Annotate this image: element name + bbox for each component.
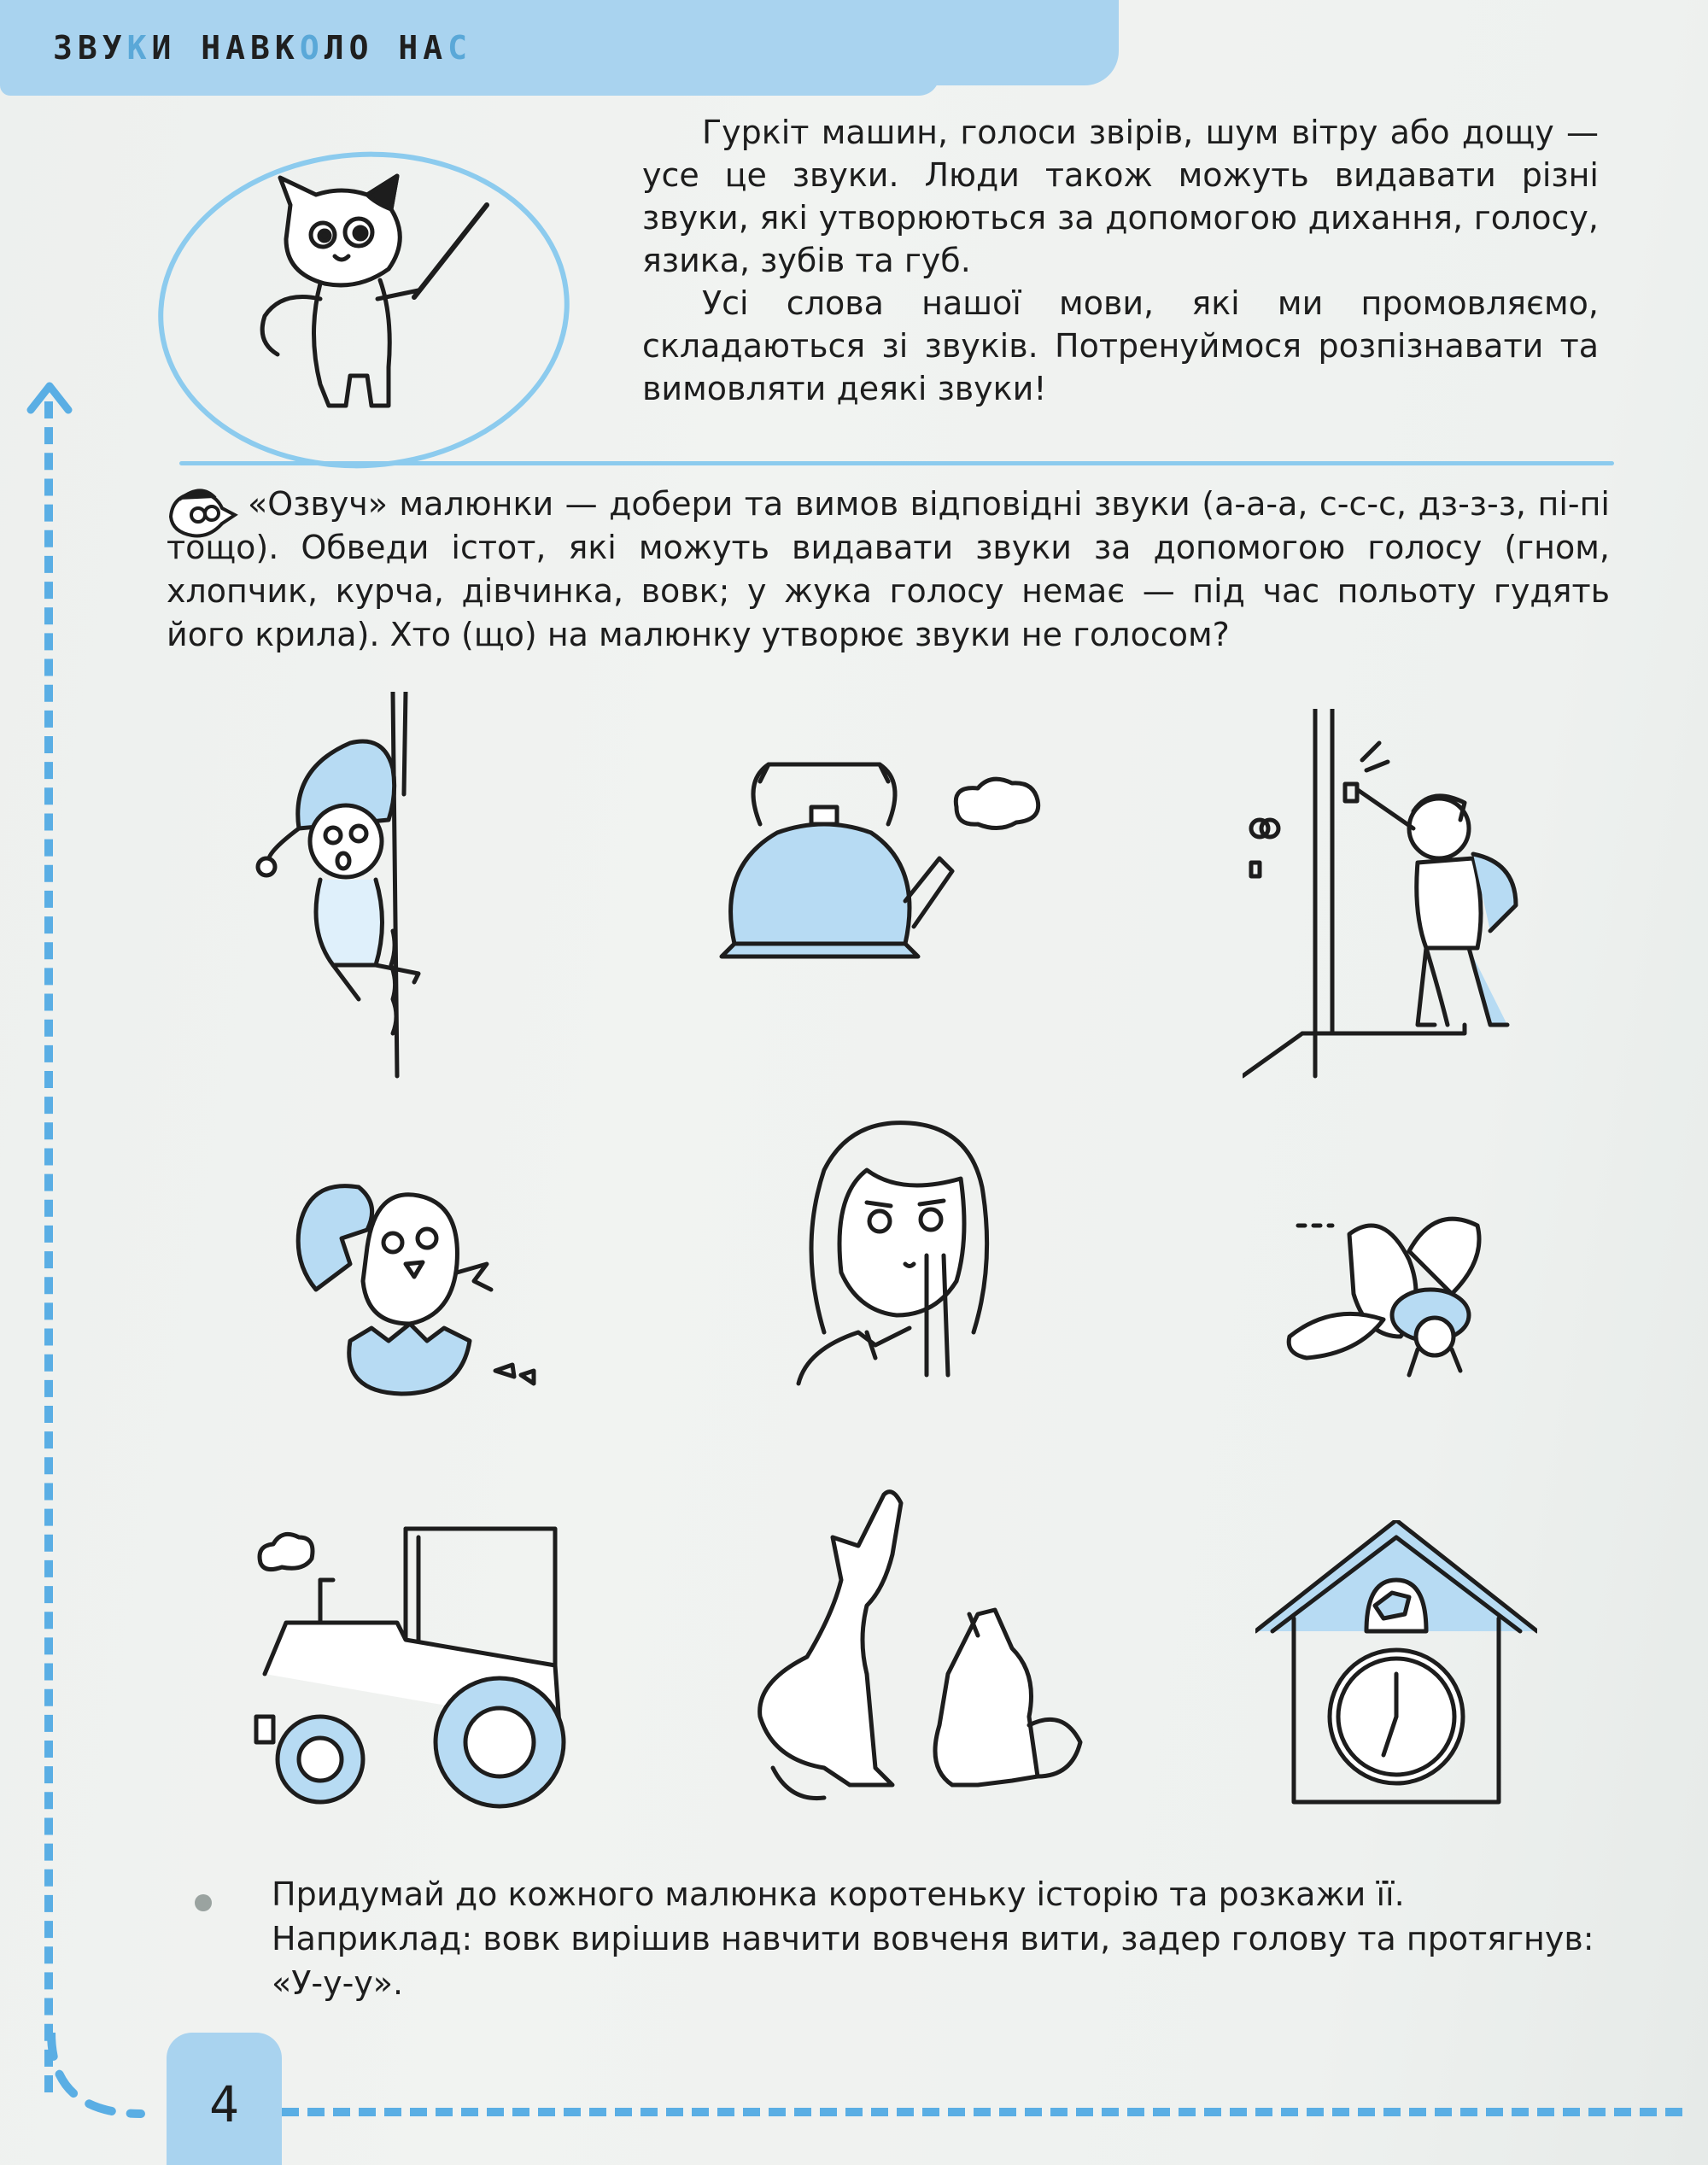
bullet-dot bbox=[195, 1894, 212, 1911]
boy-doorbell-icon bbox=[1243, 709, 1541, 1085]
intro-paragraph-2: Усі слова нашої мови, які ми промовляємо, складаються зі звуків. Потренуймося розпізнавати та вимовляти деякі звуки! bbox=[642, 284, 1599, 407]
arrow-up-icon bbox=[24, 376, 75, 418]
wolves-icon bbox=[756, 1486, 1123, 1819]
page-number: 4 bbox=[209, 2075, 239, 2133]
girl-shushing-picture[interactable] bbox=[790, 1119, 1012, 1392]
dashed-border-corner bbox=[47, 2033, 149, 2127]
task-instruction: «Озвуч» малюнки — добери та вимов відповідні звуки (а-а-а, с-с-с, дз-з-з, пі-пі тощо). Обведи істот, які можуть видавати звуки за допомогою голосу (гном, хлопчик, курча, дівчинка, вовк; у жука голосу немає — під час польоту гудять його крила). Хто (що) на малюнку утворює звуки не голосом? bbox=[167, 485, 1610, 653]
cuckoo-clock-picture[interactable] bbox=[1255, 1520, 1537, 1811]
kettle-picture[interactable] bbox=[709, 747, 1050, 969]
dashed-border-bottom bbox=[282, 2108, 1682, 2116]
beetle-icon bbox=[1281, 1208, 1529, 1379]
cuckoo-clock-icon bbox=[1255, 1520, 1537, 1811]
tractor-icon bbox=[252, 1512, 585, 1815]
chick-icon bbox=[290, 1170, 555, 1401]
section-divider bbox=[179, 461, 1614, 465]
dashed-border-left bbox=[44, 401, 53, 2092]
story-instruction: Придумай до кожного малюнка коротеньку історію та розкажи її. Наприклад: вовк вирішив навчити вовченя вити, задер голову та протягнув: «У-у-у». bbox=[272, 1875, 1594, 2002]
kettle-icon bbox=[709, 747, 1050, 969]
intro-text bbox=[642, 111, 1599, 410]
intro-paragraph-1: Гуркіт машин, голоси звірів, шум вітру або дощу — усе це звуки. Люди також можуть видавати різні звуки, які утворюються за допомогою дихання, голосу, язика, зубів та губ. bbox=[642, 114, 1599, 279]
chick-hatching-picture[interactable] bbox=[290, 1170, 555, 1401]
wolves-howling-picture[interactable] bbox=[756, 1486, 1123, 1819]
boy-ringing-doorbell-picture[interactable] bbox=[1243, 709, 1541, 1085]
section-title: ЗВУКИ НАВКОЛО НАС bbox=[53, 29, 472, 67]
flying-beetle-picture[interactable] bbox=[1281, 1208, 1529, 1379]
girl-icon bbox=[790, 1119, 1012, 1392]
cat-teacher-illustration bbox=[239, 171, 504, 418]
gnome-on-rope-picture[interactable] bbox=[248, 692, 453, 1085]
tractor-picture[interactable] bbox=[252, 1512, 585, 1815]
gnome-icon bbox=[248, 692, 453, 1085]
